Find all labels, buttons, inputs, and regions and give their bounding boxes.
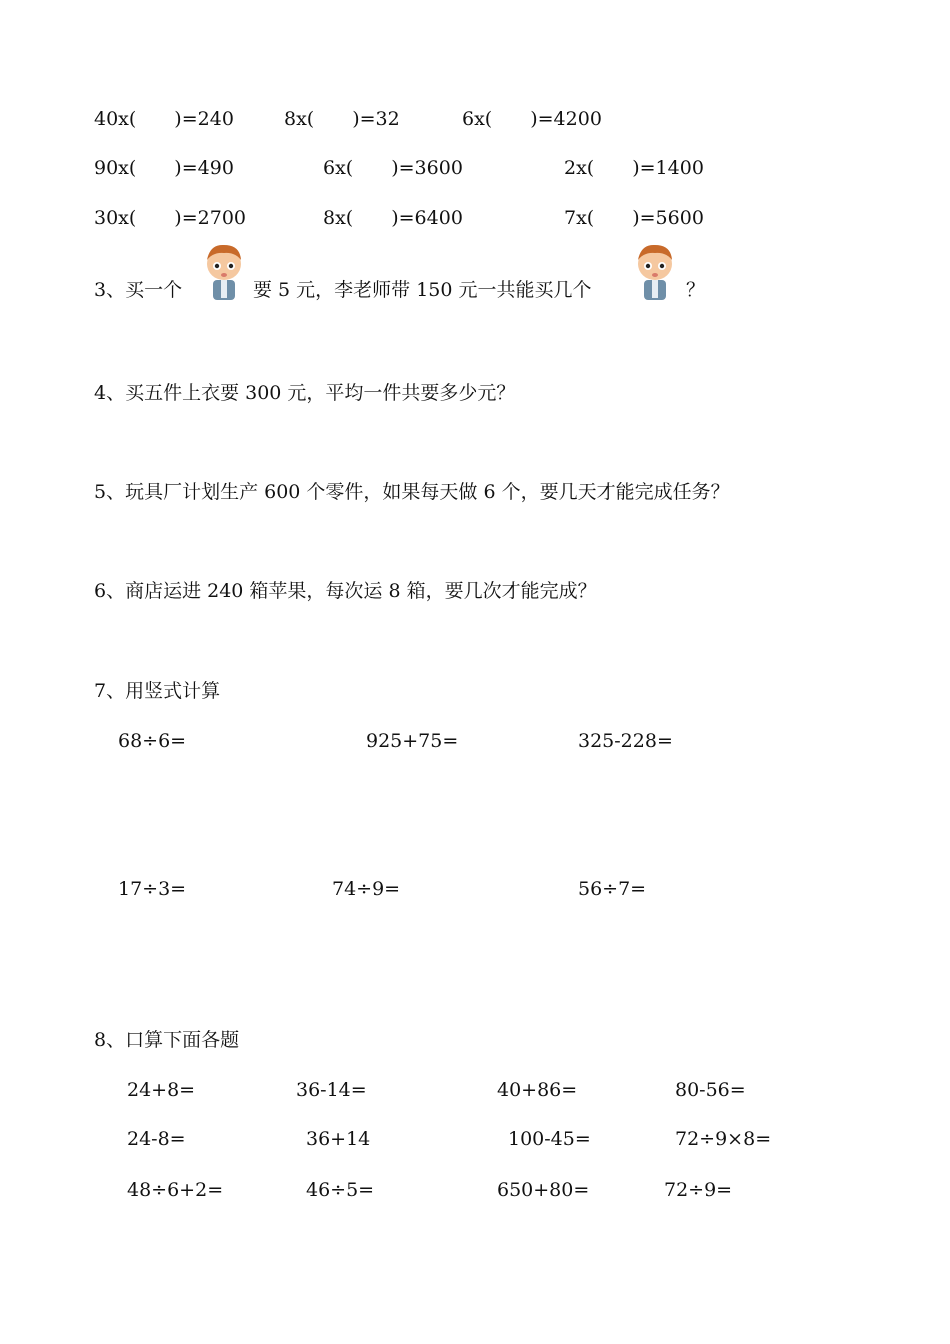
- mental-calc-item: 72÷9=: [664, 1179, 733, 1201]
- mental-calc-item: 46÷5=: [306, 1179, 375, 1201]
- question-4: 4、买五件上衣要 300 元，平均一件共要多少元？: [94, 382, 516, 404]
- mental-calc-item: 40+86=: [497, 1079, 578, 1101]
- fill-item: 6x( )=3600: [323, 157, 463, 179]
- vertical-calc-item: 74÷9=: [332, 878, 401, 900]
- fill-item: 30x( )=2700: [94, 207, 246, 229]
- vertical-calc-item: 56÷7=: [578, 878, 647, 900]
- mental-calc-item: 24-8=: [127, 1128, 186, 1150]
- mental-calc-item: 48÷6+2=: [127, 1179, 224, 1201]
- question-5: 5、玩具厂计划生产 600 个零件，如果每天做 6 个，要几天才能完成任务？: [94, 481, 730, 503]
- fill-item: 8x( )=6400: [323, 207, 463, 229]
- mental-calc-item: 72÷9×8=: [675, 1128, 772, 1150]
- question-8-title: 8、口算下面各题: [94, 1029, 240, 1051]
- question-6: 6、商店运进 240 箱苹果，每次运 8 箱，要几次才能完成？: [94, 580, 597, 602]
- mental-calc-item: 80-56=: [675, 1079, 746, 1101]
- boy-face-icon: [633, 242, 677, 302]
- mental-calc-item: 100-45=: [508, 1128, 591, 1150]
- vertical-calc-item: 68÷6=: [118, 730, 187, 752]
- fill-item: 6x( )=4200: [462, 108, 602, 130]
- fill-item: 7x( )=5600: [564, 207, 704, 229]
- q3-text-part3: ？: [686, 279, 706, 301]
- fill-item: 2x( )=1400: [564, 157, 704, 179]
- boy-face-icon: [202, 242, 246, 302]
- fill-item: 90x( )=490: [94, 157, 234, 179]
- vertical-calc-item: 325-228=: [578, 730, 673, 752]
- mental-calc-item: 650+80=: [497, 1179, 590, 1201]
- q3-text-part2: 要 5 元，李老师带 150 元一共能买几个: [253, 279, 592, 301]
- q3-text-part1: 3、买一个: [94, 279, 183, 301]
- vertical-calc-item: 925+75=: [366, 730, 459, 752]
- vertical-calc-item: 17÷3=: [118, 878, 187, 900]
- fill-item: 40x( )=240: [94, 108, 234, 130]
- mental-calc-item: 24+8=: [127, 1079, 196, 1101]
- mental-calc-item: 36+14: [306, 1128, 371, 1150]
- question-7-title: 7、用竖式计算: [94, 680, 221, 702]
- fill-item: 8x( )=32: [284, 108, 400, 130]
- mental-calc-item: 36-14=: [296, 1079, 367, 1101]
